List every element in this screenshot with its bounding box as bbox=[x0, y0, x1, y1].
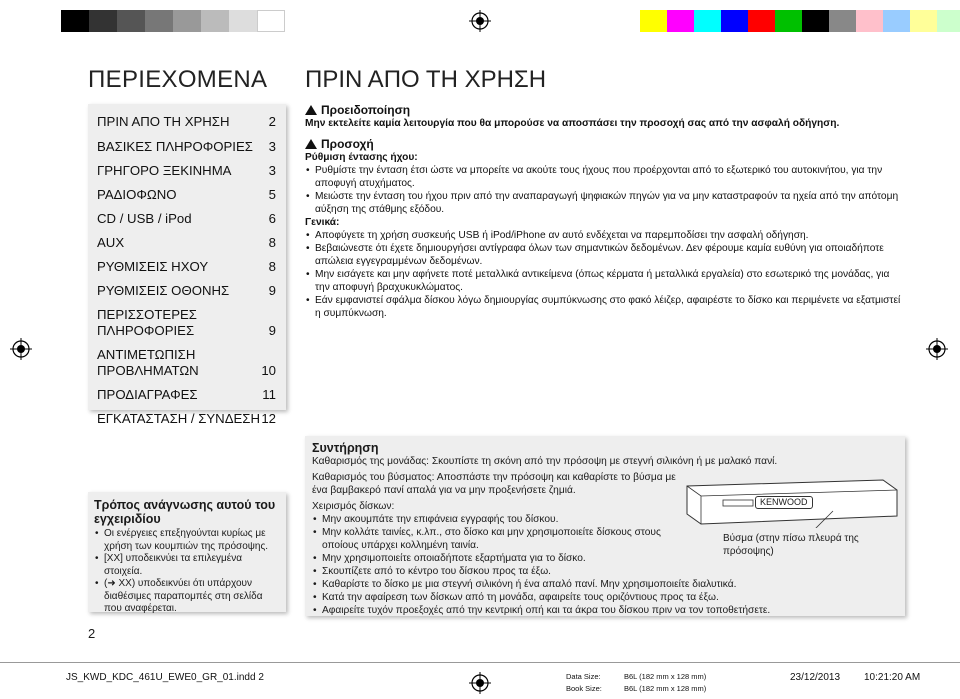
footer-date: 23/12/2013 bbox=[790, 672, 841, 683]
list-item: • Μην ακουμπάτε την επιφάνεια εγγραφής του δίσκου. bbox=[312, 513, 899, 526]
toc-panel bbox=[88, 104, 286, 426]
toc-item-label: ΡΑΔΙΟΦΩΝΟ bbox=[97, 187, 177, 202]
list-item: • Μην εισάγετε και μην αφήνετε ποτέ μεταλλικά αντικείμενα (όπως κέρματα ή μεταλλικά εργαλεία) στο εσωτερικό της μονάδας, για την αποφυγή βραχυκυκλώματος. bbox=[305, 268, 905, 294]
toc-item-page: 9 bbox=[268, 283, 276, 298]
toc-item-label: ΠΡΙΝ ΑΠΟ ΤΗ ΧΡΗΣΗ bbox=[97, 114, 230, 129]
list-item: • [XX] υποδεικνύει τα επιλεγμένα στοιχεία. bbox=[94, 553, 280, 578]
general-heading: Γενικά: bbox=[305, 217, 340, 228]
list-item: • Μην χρησιμοποιείτε οποιαδήποτε εξαρτήματα για το δίσκο. bbox=[312, 552, 899, 565]
warning-heading bbox=[305, 103, 905, 117]
list-item: • Αποφύγετε τη χρήση συσκευής USB ή iPod/iPhone αν αυτό ενδέχεται να παρεμποδίσει την ασφαλή οδήγηση. bbox=[305, 229, 905, 242]
toc-item-page: 10 bbox=[261, 363, 276, 378]
registration-mark-icon bbox=[469, 672, 491, 694]
toc-item-label: CD / USB / iPod bbox=[97, 211, 192, 226]
toc-item-page: 6 bbox=[268, 211, 276, 226]
toc-item[interactable] bbox=[97, 387, 276, 403]
caution-heading bbox=[305, 137, 905, 151]
toc-item-page: 8 bbox=[268, 235, 276, 250]
list-item: • Βεβαιώνεστε ότι έχετε δημιουργήσει αντίγραφα όλων των σημαντικών δεδομένων. Δεν φέρουμε καμία ευθύνη για οποιαδήποτε απώλεια εγγεγραμμένων δεδομένων. bbox=[305, 242, 905, 268]
list-item: • Καθαρίστε το δίσκο με μια στεγνή σιλικόνη ή ένα απαλό πανί. Μην χρησιμοποιείτε διαλυτικά. bbox=[312, 578, 899, 591]
discs-heading: Χειρισμός δίσκων: bbox=[312, 501, 395, 512]
list-item: • Μην κολλάτε ταινίες, κ.λπ., στο δίσκο και μην χρησιμοποιείτε δίσκους στους οποίους υπάρχει κολλημένη ταινία. bbox=[312, 526, 682, 552]
color-bar bbox=[640, 10, 960, 32]
toc-item[interactable] bbox=[97, 347, 276, 379]
footer-size-labels bbox=[566, 671, 602, 695]
precautions-section bbox=[305, 103, 905, 320]
toc-item-label: ΠΡΟΔΙΑΓΡΑΦΕΣ bbox=[97, 387, 198, 402]
toc-item-label: ΓΡΗΓΟΡΟ ΞΕΚΙΝΗΜΑ bbox=[97, 163, 232, 178]
toc-item-page: 9 bbox=[268, 323, 276, 338]
toc-item-page: 3 bbox=[268, 163, 276, 178]
list-item: • Σκουπίζετε από το κέντρο του δίσκου προς τα έξω. bbox=[312, 565, 899, 578]
data-size-value: B6L (182 mm x 128 mm) bbox=[624, 672, 707, 681]
toc-item-page: 2 bbox=[268, 114, 276, 129]
book-size-value: B6L (182 mm x 128 mm) bbox=[624, 684, 707, 693]
unit-cleaning-text: Σκουπίστε τη σκόνη από την πρόσοψη με στεγνή σιλικόνη ή με μαλακό πανί. bbox=[431, 456, 778, 467]
footer-divider bbox=[0, 662, 960, 663]
data-size-label: Data Size: bbox=[566, 672, 601, 681]
toc-item[interactable] bbox=[97, 235, 276, 251]
grayscale-bar bbox=[61, 10, 285, 32]
connector-cleaning-label: Καθαρισμός του βύσματος: bbox=[312, 472, 435, 483]
how-to-read-panel bbox=[88, 492, 286, 612]
book-size-label: Book Size: bbox=[566, 684, 602, 693]
unit-cleaning bbox=[312, 455, 899, 468]
warning-title: Προειδοποίηση bbox=[321, 103, 411, 117]
list-item: • Αφαιρείτε τυχόν προεξοχές από την κεντρική οπή και τα άκρα του δίσκου πριν να τον τοποθετήσετε. bbox=[312, 604, 899, 617]
toc-item-label: ΑΝΤΙΜΕΤΩΠΙΣΗ ΠΡΟΒΛΗΜΑΤΩΝ bbox=[97, 347, 199, 378]
registration-mark-icon bbox=[926, 338, 948, 360]
connector-cleaning bbox=[312, 471, 682, 497]
toc-item-label: ΡΥΘΜΙΣΕΙΣ ΗΧΟΥ bbox=[97, 259, 209, 274]
footer-file: JS_KWD_KDC_461U_EWE0_GR_01.indd 2 bbox=[66, 672, 264, 683]
toc-item[interactable] bbox=[97, 259, 276, 275]
volume-heading: Ρύθμιση έντασης ήχου: bbox=[305, 152, 418, 163]
toc-item-page: 11 bbox=[262, 387, 276, 402]
footer-size-values bbox=[624, 671, 706, 695]
toc-item[interactable] bbox=[97, 211, 276, 227]
list-item: • Εάν εμφανιστεί σφάλμα δίσκου λόγω δημιουργίας συμπύκνωσης στο φακό λέιζερ, αφαιρέστε το δίσκο και περιμένετε να εξατμιστεί η συμπύκνωση. bbox=[305, 294, 905, 320]
toc-item-label: ΡΥΘΜΙΣΕΙΣ ΟΘΟΝΗΣ bbox=[97, 283, 230, 298]
toc-item-page: 12 bbox=[261, 411, 276, 426]
maintenance-title: Συντήρηση bbox=[312, 441, 379, 455]
unit-cleaning-label: Καθαρισμός της μονάδας: bbox=[312, 456, 429, 467]
connector-cleaning-text: Αποσπάστε την πρόσοψη και καθαρίστε το βύσμα με ένα βαμβακερό πανί απαλά για να μην προξενήσετε ζημιά. bbox=[312, 472, 676, 496]
toc-item[interactable] bbox=[97, 187, 276, 203]
caution-title: Προσοχή bbox=[321, 137, 374, 151]
toc-item[interactable] bbox=[97, 139, 276, 155]
list-item: • Κατά την αφαίρεση των δίσκων από τη μονάδα, αφαιρείτε τους οριζόντιους προς τα έξω. bbox=[312, 591, 899, 604]
toc-item-label: ΕΓΚΑΤΑΣΤΑΣΗ / ΣΥΝΔΕΣΗ bbox=[97, 411, 260, 426]
warning-text: Μην εκτελείτε καμία λειτουργία που θα μπορούσε να αποσπάσει την προσοχή σας από την ασφαλή οδήγηση. bbox=[305, 118, 840, 129]
toc-item-page: 8 bbox=[268, 259, 276, 274]
list-item: • Οι ενέργειες επεξηγούνται κυρίως με χρήση των κουμπιών της πρόσοψης. bbox=[94, 528, 280, 553]
how-to-read-title: Τρόπος ανάγνωσης αυτού του εγχειριδίου bbox=[94, 498, 276, 526]
toc-item[interactable] bbox=[97, 114, 276, 130]
toc-item[interactable] bbox=[97, 283, 276, 299]
brand-logo: KENWOOD bbox=[755, 496, 813, 509]
toc-item-label: ΒΑΣΙΚΕΣ ΠΛΗΡΟΦΟΡΙΕΣ bbox=[97, 139, 253, 154]
list-item: • Μειώστε την ένταση του ήχου πριν από την αναπαραγωγή ψηφιακών πηγών για να μην καταστραφούν τα ηχεία από την απότομη αύξηση της στάθμης εξόδου. bbox=[305, 190, 905, 216]
toc-item-page: 3 bbox=[268, 139, 276, 154]
registration-mark-icon bbox=[10, 338, 32, 360]
footer-time: 10:21:20 AM bbox=[864, 672, 921, 683]
registration-mark-icon bbox=[469, 10, 491, 32]
toc-item[interactable] bbox=[97, 307, 276, 339]
page-title: ΠΡΙΝ ΑΠΟ ΤΗ ΧΡΗΣΗ bbox=[305, 66, 547, 93]
list-item: • (➜ XX) υποδεικνύει ότι υπάρχουν διαθέσιμες παραπομπές στη σελίδα που αναφέρεται. bbox=[94, 578, 280, 616]
toc-title: ΠΕΡΙΕΧΟΜΕΝΑ bbox=[88, 66, 268, 93]
connector-caption: Βύσμα (στην πίσω πλευρά της πρόσοψης) bbox=[723, 533, 859, 557]
toc-item-label: ΠΕΡΙΣΣΟΤΕΡΕΣ ΠΛΗΡΟΦΟΡΙΕΣ bbox=[97, 307, 197, 338]
warning-icon bbox=[305, 105, 317, 115]
page-number: 2 bbox=[88, 626, 96, 641]
toc-item-label: AUX bbox=[97, 235, 125, 250]
warning-icon bbox=[305, 139, 317, 149]
toc-item[interactable] bbox=[97, 411, 276, 427]
list-item: • Ρυθμίστε την ένταση έτσι ώστε να μπορείτε να ακούτε τους ήχους που προέρχονται από το εξωτερικό του αυτοκινήτου, για την αποφυγή ατυχήματος. bbox=[305, 164, 905, 190]
maintenance-panel bbox=[305, 436, 905, 616]
toc-item-page: 5 bbox=[268, 187, 276, 202]
toc-item[interactable] bbox=[97, 163, 276, 179]
